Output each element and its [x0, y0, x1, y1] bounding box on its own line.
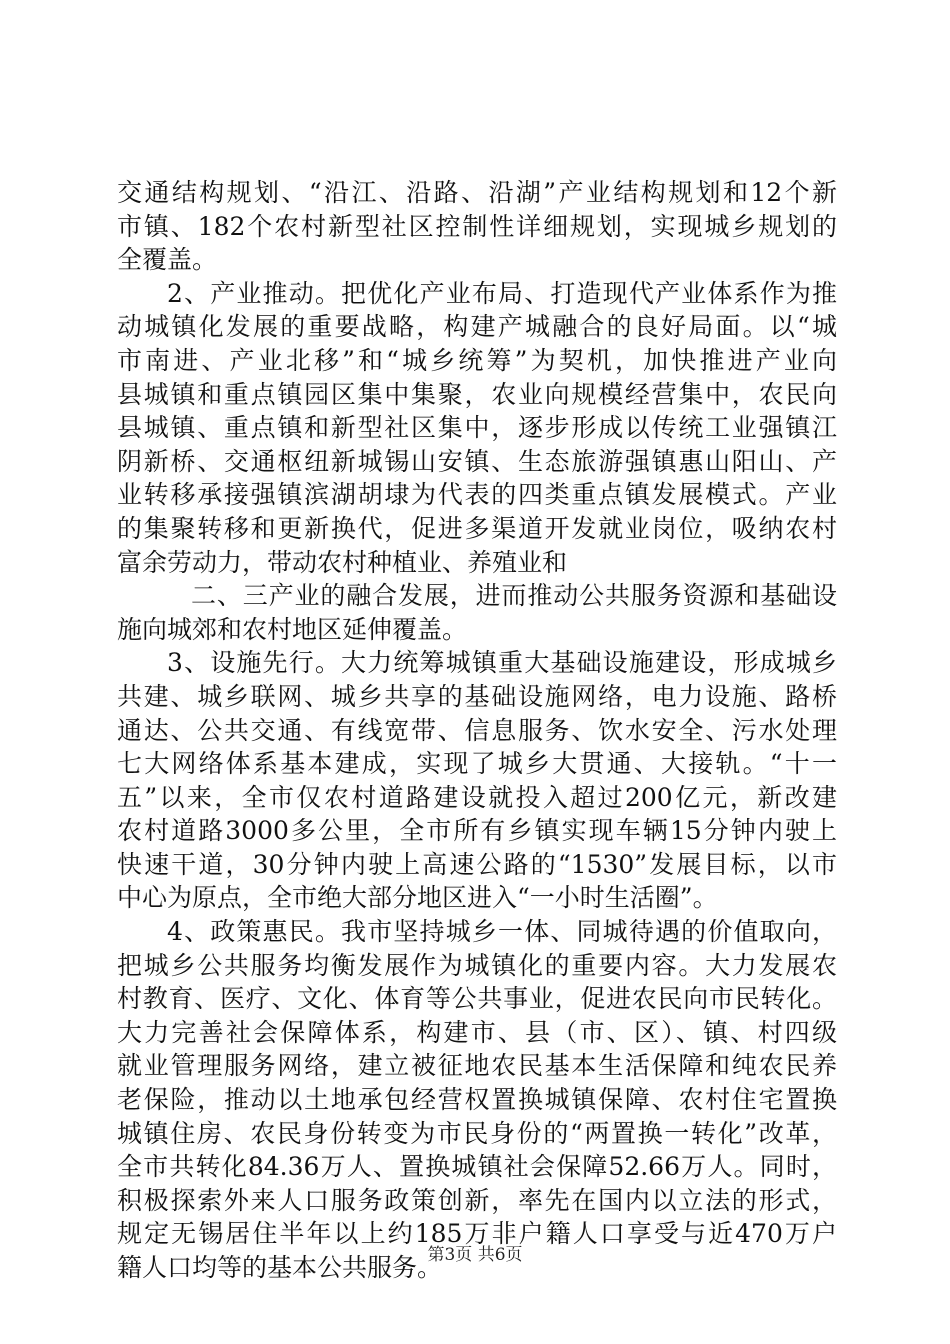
text-line: 二、三产业的融合发展，进而推动公共服务资源和基础设: [191, 581, 837, 611]
text-line: 七大网络体系基本建成，实现了城乡大贯通、大接轨。“十一: [117, 749, 837, 779]
text-line: 就业管理服务网络，建立被征地农民基本生活保障和纯农民养: [117, 1051, 837, 1081]
page-footer: [0, 1245, 950, 1265]
text-line: 共建、城乡联网、城乡共享的基础设施网络，电力设施、路桥: [117, 681, 837, 711]
text-line: 阴新桥、交通枢纽新城锡山安镇、生态旅游强镇惠山阳山、产: [117, 446, 837, 476]
text-line: 县城镇和重点镇园区集中集聚，农业向规模经营集中，农民向: [117, 379, 837, 409]
text-line: 动城镇化发展的重要战略，构建产城融合的良好局面。以“城: [117, 312, 837, 342]
text-line: 全覆盖。: [117, 245, 218, 275]
text-line: 业转移承接强镇滨湖胡埭为代表的四类重点镇发展模式。产业: [117, 480, 837, 510]
text-line: 县城镇、重点镇和新型社区集中，逐步形成以传统工业强镇江: [117, 413, 837, 443]
text-line: 积极探索外来人口服务政策创新，率先在国内以立法的形式，: [117, 1185, 837, 1215]
text-line: 市南进、产业北移”和“城乡统筹”为契机，加快推进产业向: [117, 345, 837, 375]
text-line: 农村道路3000多公里，全市所有乡镇实现车辆15分钟内驶上: [117, 816, 837, 846]
text-line: 籍人口均等的基本公共服务。: [117, 1253, 443, 1282]
text-line: 大力完善社会保障体系，构建市、县（市、区）、镇、村四级: [117, 1017, 837, 1047]
text-line: 老保险，推动以土地承包经营权置换城镇保障、农村住宅置换: [117, 1085, 837, 1115]
text-line: 城镇住房、农民身份转变为市民身份的“两置换一转化”改革，: [117, 1118, 837, 1148]
text-line: 交通结构规划、“沿江、沿路、沿湖”产业结构规划和12个新: [117, 178, 837, 207]
text-line: 4、政策惠民。我市坚持城乡一体、同城待遇的价值取向，: [167, 917, 837, 947]
text-line: 市镇、182个农村新型社区控制性详细规划，实现城乡规划的: [117, 211, 837, 241]
text-line: 快速干道，30分钟内驶上高速公路的“1530”发展目标，以市: [117, 849, 837, 879]
text-line: 村教育、医疗、文化、体育等公共事业，促进农民向市民转化。: [117, 984, 837, 1014]
text-line: 通达、公共交通、有线宽带、信息服务、饮水安全、污水处理: [117, 715, 837, 745]
text-line: 施向城郊和农村地区延伸覆盖。: [117, 614, 468, 644]
text-line: 2、产业推动。把优化产业布局、打造现代产业体系作为推: [167, 278, 837, 308]
body-text: [117, 176, 837, 1285]
text-line: 中心为原点，全市绝大部分地区进入“一小时生活圈”。: [117, 883, 718, 913]
text-line: 五”以来，全市仅农村道路建设就投入超过200亿元，新改建: [117, 782, 837, 812]
text-line: 规定无锡居住半年以上约185万非户籍人口享受与近470万户: [117, 1219, 837, 1249]
text-line: 把城乡公共服务均衡发展作为城镇化的重要内容。大力发展农: [117, 950, 837, 980]
page-number-label: 第3页 共6页: [427, 1245, 523, 1265]
text-line: 富余劳动力，带动农村种植业、养殖业和: [117, 547, 568, 577]
text-line: 的集聚转移和更新换代，促进多渠道开发就业岗位，吸纳农村: [117, 513, 837, 543]
text-line: 全市共转化84.36万人、置换城镇社会保障52.66万人。同时，: [117, 1152, 837, 1182]
text-line: 3、设施先行。大力统筹城镇重大基础设施建设，形成城乡: [167, 648, 837, 678]
